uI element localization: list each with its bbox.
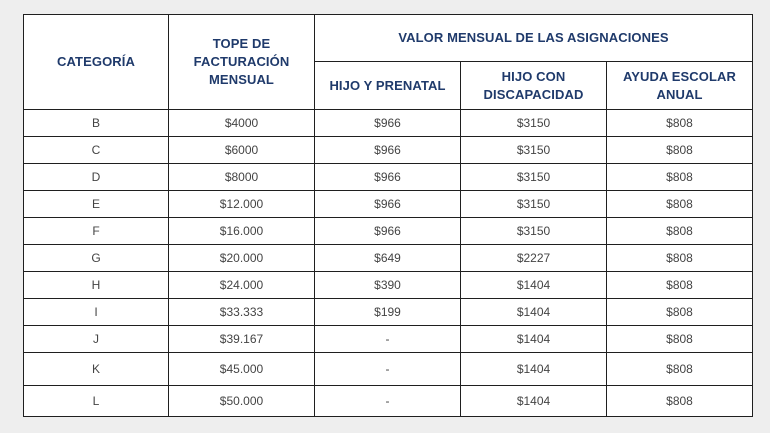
cell-ayuda-escolar: $808	[607, 218, 753, 245]
cell-hijo-prenatal: $390	[315, 272, 461, 299]
cell-ayuda-escolar: $808	[607, 299, 753, 326]
table-row	[24, 386, 753, 417]
cell-tope: $16.000	[169, 218, 315, 245]
cell-ayuda-escolar: $808	[607, 326, 753, 353]
header-tope-label: TOPE DE FACTURACIÓN MENSUAL	[193, 36, 290, 87]
cell-hijo-discapacidad: $3150	[461, 137, 607, 164]
cell-tope: $33.333	[169, 299, 315, 326]
header-valor-mensual: VALOR MENSUAL DE LAS ASIGNACIONES	[315, 15, 753, 62]
asignaciones-table-container	[23, 14, 752, 415]
cell-hijo-prenatal: $966	[315, 191, 461, 218]
cell-hijo-discapacidad: $3150	[461, 218, 607, 245]
cell-categoria: G	[24, 245, 169, 272]
table-row	[24, 299, 753, 326]
cell-hijo-discapacidad: $2227	[461, 245, 607, 272]
cell-hijo-prenatal: $649	[315, 245, 461, 272]
table-row	[24, 110, 753, 137]
header-ayuda-escolar-label: AYUDA ESCOLAR ANUAL	[622, 68, 737, 102]
header-hijo-discapacidad	[461, 62, 607, 110]
cell-categoria: D	[24, 164, 169, 191]
table-row	[24, 191, 753, 218]
cell-tope: $4000	[169, 110, 315, 137]
table-row	[24, 326, 753, 353]
cell-tope: $8000	[169, 164, 315, 191]
cell-hijo-discapacidad: $1404	[461, 326, 607, 353]
cell-categoria: E	[24, 191, 169, 218]
cell-tope: $6000	[169, 137, 315, 164]
header-hijo-discapacidad-label: HIJO CON DISCAPACIDAD	[483, 68, 584, 102]
cell-categoria: I	[24, 299, 169, 326]
table-row	[24, 164, 753, 191]
header-ayuda-escolar	[607, 62, 753, 110]
cell-categoria: B	[24, 110, 169, 137]
header-categoria: CATEGORÍA	[24, 15, 169, 110]
cell-hijo-prenatal: $199	[315, 299, 461, 326]
cell-hijo-prenatal: $966	[315, 164, 461, 191]
cell-hijo-discapacidad: $1404	[461, 353, 607, 386]
cell-tope: $50.000	[169, 386, 315, 417]
cell-tope: $39.167	[169, 326, 315, 353]
table-row	[24, 272, 753, 299]
cell-ayuda-escolar: $808	[607, 272, 753, 299]
cell-ayuda-escolar: $808	[607, 191, 753, 218]
cell-ayuda-escolar: $808	[607, 110, 753, 137]
cell-ayuda-escolar: $808	[607, 353, 753, 386]
cell-categoria: K	[24, 353, 169, 386]
table-row	[24, 218, 753, 245]
cell-hijo-discapacidad: $1404	[461, 299, 607, 326]
cell-ayuda-escolar: $808	[607, 137, 753, 164]
cell-hijo-discapacidad: $3150	[461, 110, 607, 137]
cell-categoria: L	[24, 386, 169, 417]
cell-hijo-prenatal: -	[315, 353, 461, 386]
cell-tope: $24.000	[169, 272, 315, 299]
table-row	[24, 353, 753, 386]
header-tope-facturacion	[169, 15, 315, 110]
cell-hijo-discapacidad: $1404	[461, 386, 607, 417]
cell-ayuda-escolar: $808	[607, 386, 753, 417]
cell-categoria: F	[24, 218, 169, 245]
asignaciones-table	[23, 14, 753, 417]
cell-hijo-prenatal: -	[315, 386, 461, 417]
cell-ayuda-escolar: $808	[607, 245, 753, 272]
cell-hijo-discapacidad: $1404	[461, 272, 607, 299]
cell-tope: $12.000	[169, 191, 315, 218]
cell-categoria: J	[24, 326, 169, 353]
header-hijo-prenatal: HIJO Y PRENATAL	[315, 62, 461, 110]
cell-categoria: C	[24, 137, 169, 164]
cell-hijo-prenatal: -	[315, 326, 461, 353]
cell-tope: $45.000	[169, 353, 315, 386]
cell-tope: $20.000	[169, 245, 315, 272]
cell-hijo-discapacidad: $3150	[461, 164, 607, 191]
cell-ayuda-escolar: $808	[607, 164, 753, 191]
cell-hijo-discapacidad: $3150	[461, 191, 607, 218]
table-row	[24, 245, 753, 272]
table-row	[24, 137, 753, 164]
cell-hijo-prenatal: $966	[315, 110, 461, 137]
cell-hijo-prenatal: $966	[315, 218, 461, 245]
cell-categoria: H	[24, 272, 169, 299]
cell-hijo-prenatal: $966	[315, 137, 461, 164]
